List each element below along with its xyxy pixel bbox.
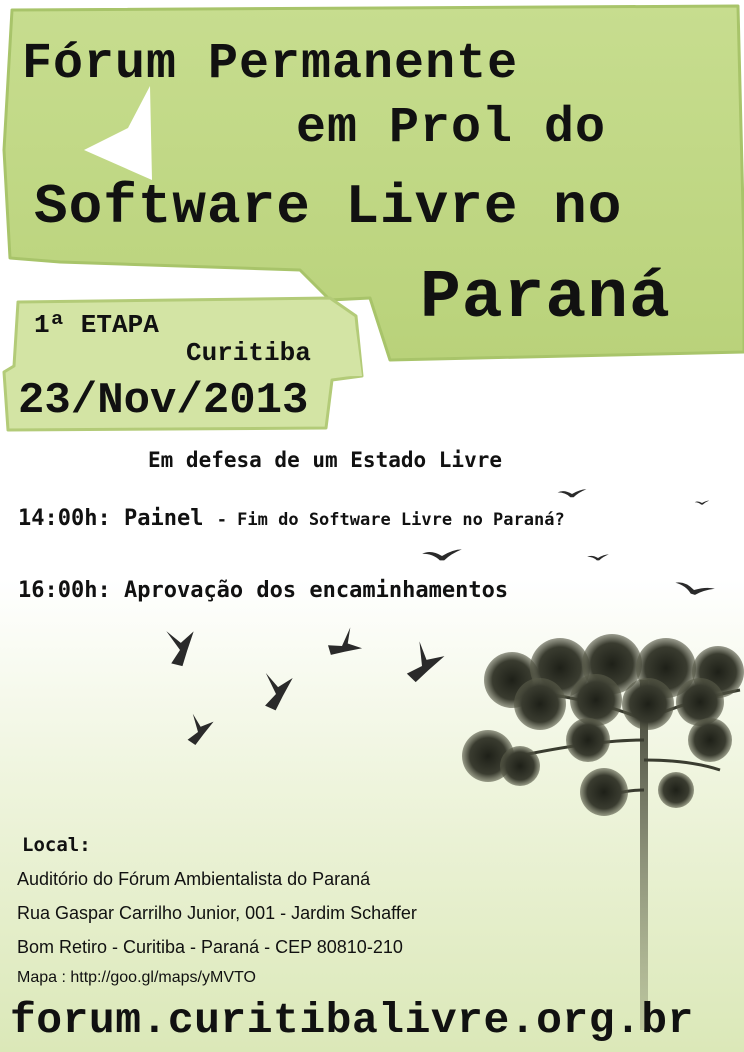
location-venue: Auditório do Fórum Ambientalista do Paraná	[17, 869, 371, 889]
title-line-2: em Prol do	[296, 100, 607, 157]
location-label: Local:	[22, 834, 91, 856]
title-line-4: Paraná	[420, 260, 671, 337]
bird-icon	[695, 501, 709, 505]
location-street: Rua Gaspar Carrilho Junior, 001 - Jardim Schaffer	[17, 903, 417, 923]
agenda-time: 16:00h:	[18, 578, 111, 603]
location-district: Bom Retiro - Curitiba - Paraná - CEP 80810-210	[17, 937, 403, 957]
agenda-title: Painel	[123, 506, 204, 531]
bird-icon	[558, 489, 587, 497]
bird-icon	[260, 669, 298, 712]
bird-icon	[160, 622, 203, 669]
agenda-title: Aprovação dos encaminhamentos	[123, 578, 509, 603]
event-stage: 1ª ETAPA	[34, 310, 159, 340]
agenda-time: 14:00h:	[18, 506, 111, 531]
bird-icon	[674, 579, 715, 600]
event-city: Curitiba	[186, 338, 311, 368]
agenda-detail: - Fim do Software Livre no Paraná?	[216, 510, 565, 530]
slogan: Em defesa de um Estado Livre	[148, 448, 503, 472]
bird-icon	[422, 549, 462, 560]
website-link[interactable]: forum.curitibalivre.org.br	[10, 996, 694, 1045]
bird-icon	[587, 554, 609, 560]
title-line-1: Fórum Permanente	[22, 36, 519, 93]
bird-icon	[324, 624, 367, 668]
location-map-link[interactable]: Mapa : http://goo.gl/maps/yMVTO	[17, 969, 256, 986]
bird-icon	[406, 640, 447, 686]
title-line-3: Software Livre no	[34, 175, 623, 239]
bird-icon	[188, 714, 214, 745]
araucaria-tree-icon	[462, 634, 744, 1030]
event-date: 23/Nov/2013	[18, 376, 309, 426]
